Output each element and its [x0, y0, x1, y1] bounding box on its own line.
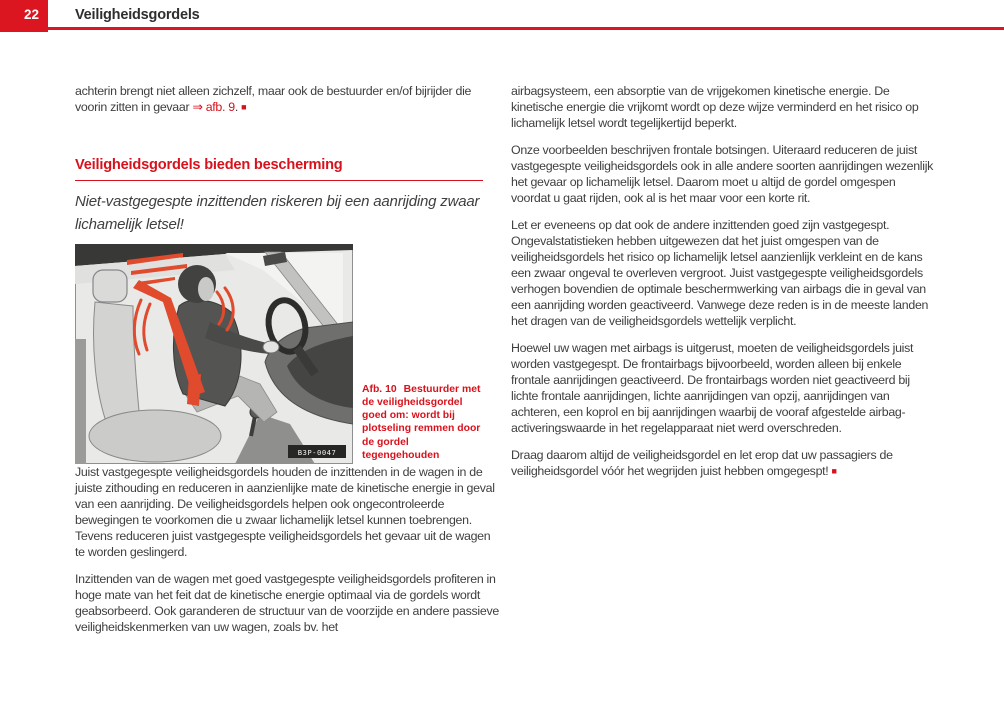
driver-illustration: [75, 244, 353, 464]
closing-paragraph: [511, 447, 935, 479]
seat-belt-buckle-strap: [187, 374, 201, 406]
driver-hand: [263, 341, 279, 353]
figure-caption-text: Bestuurder met de veiligheidsgordel goed om: wordt bij plotseling remmen door de gordel tegengehouden: [362, 383, 481, 461]
section-end-marker: ■: [241, 102, 247, 112]
section-heading: Veiligheidsgordels bieden bescherming: [75, 157, 483, 181]
figure-caption-label: Afb. 10: [362, 383, 397, 395]
driver-face: [198, 277, 214, 301]
image-code-label: B3P-0047: [297, 448, 337, 457]
seat-cushion: [89, 410, 221, 462]
figure-reference-link[interactable]: ⇒ afb. 9: [192, 100, 235, 114]
header-rule: [48, 27, 1004, 30]
intro-text: achterin brengt niet alleen zichzelf, maar ook de bestuurder en/of bijrijder die voorin zitten in gevaar: [75, 84, 472, 114]
page-title: Veiligheidsgordels: [75, 7, 200, 23]
body-paragraph: Inzittenden van de wagen met goed vastgegespte veiligheidsgordels profiteren in hoge mate van het feit dat de kinetische energie optimaal via de gordels wordt geabsorbeerd. Ook garanderen de structuur van de voorzijde en andere passieve veiligheidskenmerken van uw wagen, zoals bv. het: [75, 572, 499, 634]
body-paragraph: Juist vastgegespte veiligheidsgordels houden de inzittenden in de wagen in de juiste zithouding en reduceren in aanzienlijke mate de kinetische energie in geval van een aanrijding. De veiligheidsgordels helpen ook ongecontroleerde bewegingen te voorkomen die u zwaar lichamelijk letsel kunnen toebrengen. Tevens reduceren juist vastgegespte veiligheidsgordels het gevaar uit de wagen te worden geslingerd.: [75, 465, 495, 559]
headrest: [93, 270, 127, 302]
body-paragraph: airbagsysteem, een absorptie van de vrijgekomen kinetische energie. De kinetische energie die vrijkomt wordt op deze wijze verminderd en het risico op lichamelijk letsel wordt tegelijkertijd beperkt.: [511, 84, 919, 130]
section-end-marker: ■: [831, 466, 837, 476]
page-number-box: [0, 0, 48, 32]
left-column: [75, 83, 499, 646]
page-number: 22: [23, 7, 39, 22]
intro-text-end: .: [234, 100, 239, 114]
lead-italic: Niet-vastgegespte inzittenden riskeren bij een aanrijding zwaar lichamelijk letsel!: [75, 193, 480, 233]
figure-caption: [362, 383, 484, 464]
closing-text: Draag daarom altijd de veiligheidsgordel en let erop dat uw passagiers de veiligheidsgordel vóór het wegrijden juist hebben omgegespt!: [511, 448, 893, 478]
door-edge: [75, 339, 86, 464]
body-paragraph: Let er eveneens op dat ook de andere inzittenden goed zijn vastgegespt. Ongevalstatistieken hebben uitgewezen dat het juist omgespen van de veiligheidsgordels het risico op lichamelijk letsel aanzienlijk verkleint en de kans een zwaar ongeval te overleven vergroot. Juist vastgegespte veiligheidsgordels verhogen bovendien de optimale beschermwerking van airbags die in geval van een aanrijding worden geactiveerd. Vanwege deze reden is in de meeste landen het dragen van de veiligheidsgordels wettelijk verplicht.: [511, 218, 929, 328]
body-paragraph: Hoewel uw wagen met airbags is uitgerust, moeten de veiligheidsgordels juist worden vastgegespt. De frontairbags bijvoorbeeld, worden alleen bij enkele frontale aanrijdingen geactiveerd. De frontairbags worden niet geactiveerd bij lichte frontale aanrijdingen, lichte aanrijdingen van opzij, aanrijdingen van achteren, een koprol en bij aanrijdingen waarbij de vooraf afgestelde airbag-activeringswaarde in het regelapparaat niet werd overschreden.: [511, 341, 914, 435]
right-column: [511, 83, 935, 490]
body-paragraph: Onze voorbeelden beschrijven frontale botsingen. Uiteraard reduceren de juist vastgegespte veiligheidsgordels ook in alle andere soorten aanrijdingen wezenlijk het gevaar op lichamelijk letsel. Daarom moet u altijd de gordel omgespen voordat u gaat rijden, ook al is het maar voor een korte rit.: [511, 143, 934, 205]
intro-paragraph: [75, 83, 499, 115]
figure-10: [75, 244, 499, 464]
